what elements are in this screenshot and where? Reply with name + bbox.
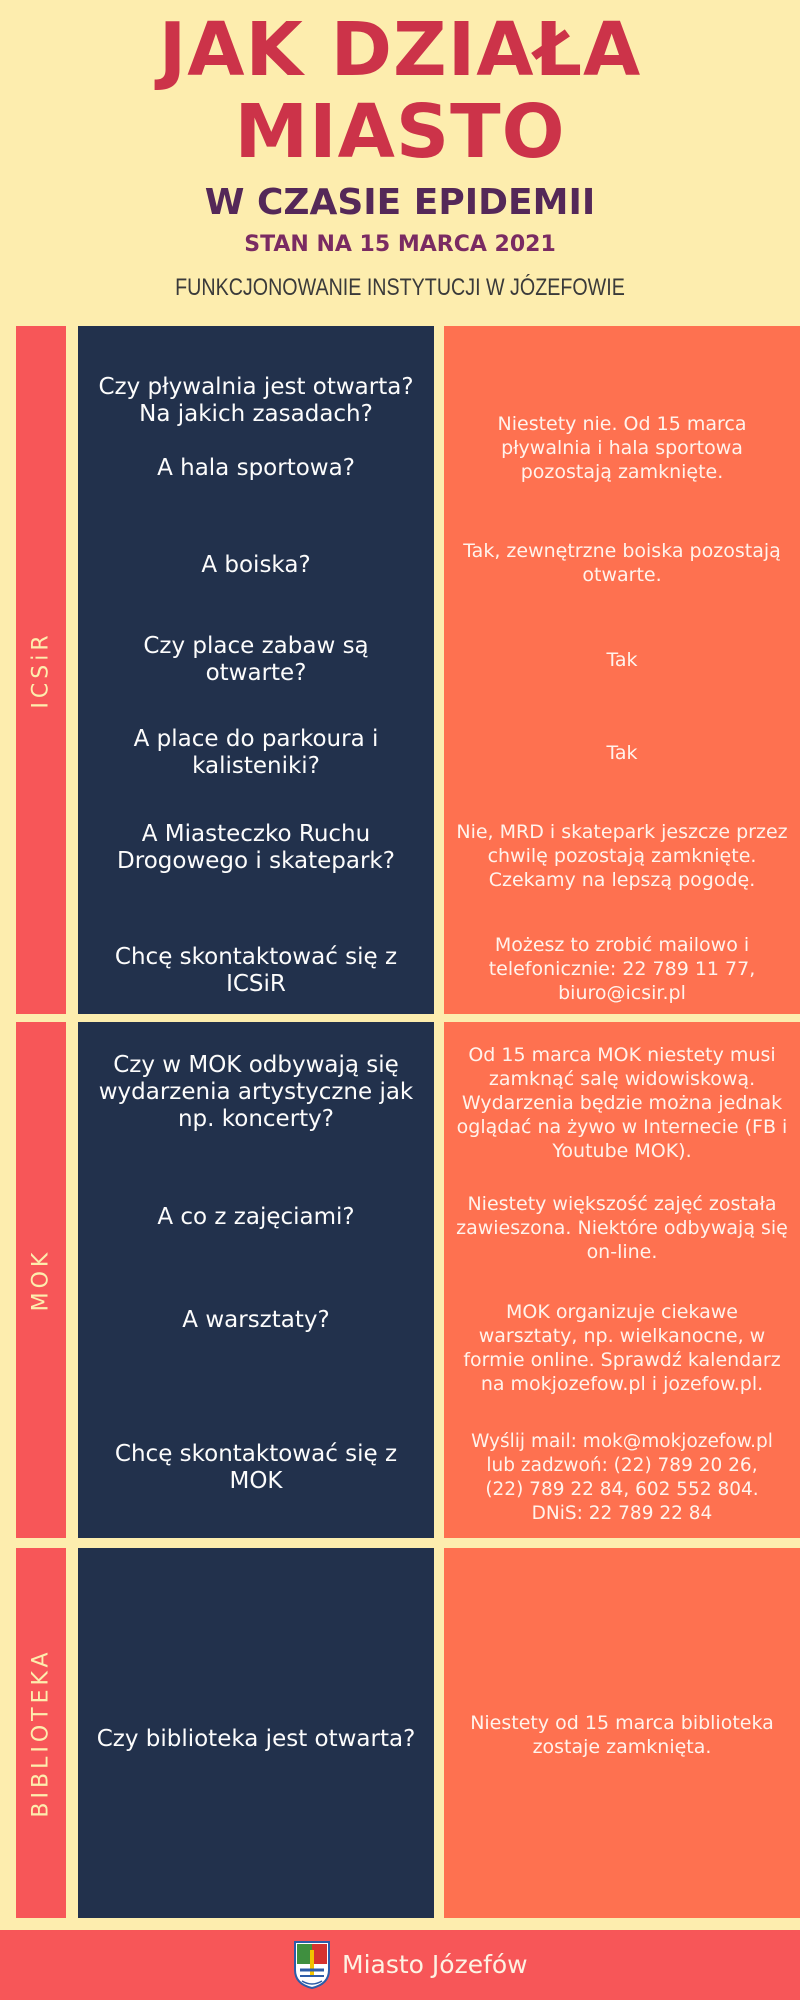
question-workshops: A warsztaty?: [182, 1307, 330, 1333]
page-subtitle: W CZASIE EPIDEMII: [204, 182, 596, 223]
answer-classes: Niestety większość zajęć została zawieszona. Niektóre odbywają się on-line.: [456, 1192, 788, 1263]
footer-city-name: Miasto Józefów: [342, 1950, 528, 1979]
answer-skatepark: Nie, MRD i skatepark jeszcze przez chwilę pozostają zamknięte. Czekamy na lepszą pogodę.: [456, 821, 788, 891]
city-coat-of-arms-icon: [292, 1940, 332, 1990]
answer-playgrounds: Tak: [606, 649, 638, 671]
section-label-mok: [16, 1022, 66, 1538]
answer-pool: Niestety nie. Od 15 marca pływalnia i hala sportowa pozostają zamknięte.: [497, 412, 747, 483]
answer-library: Niestety od 15 marca biblioteka zostaje zamknięta.: [470, 1712, 774, 1758]
answer-workshops: MOK organizuje ciekawe warsztaty, np. wielkanocne, w formie online. Sprawdź kalendarz na mokjozefow.pl i jozefow.pl.: [463, 1300, 781, 1395]
page-title-line-2: MIASTO: [234, 89, 566, 175]
status-date: STAN NA 15 MARCA 2021: [244, 232, 556, 257]
answer-contact-icsir: Możesz to zrobić mailowo i telefonicznie: 22 789 11 77, biuro@icsir.pl: [488, 934, 756, 1004]
question-skatepark: A Miasteczko Ruchu Drogowego i skatepark?: [117, 821, 395, 874]
header: [0, 0, 800, 320]
section-label-text: MOK: [28, 1248, 54, 1312]
question-classes: A co z zajęciami?: [157, 1204, 355, 1230]
question-contact-icsir: Chcę skontaktować się z ICSiR: [114, 944, 398, 997]
institutions-heading: FUNKCJONOWANIE INSTYTUCJI W JÓZEFOWIE: [175, 274, 625, 301]
section-label-biblioteka: [16, 1548, 66, 1918]
answer-concerts: Od 15 marca MOK niestety musi zamknąć salę widowiskową. Wydarzenia będzie można jednak oglądać na żywo w Internecie (FB i Youtube MOK).: [456, 1043, 788, 1162]
question-parkour: A place do parkoura i kalisteniki?: [133, 726, 379, 779]
footer: [0, 1930, 800, 2000]
question-contact-mok: Chcę skontaktować się z MOK: [114, 1441, 398, 1494]
question-playgrounds: Czy place zabaw są otwarte?: [143, 633, 369, 686]
answer-fields: Tak, zewnętrzne boiska pozostają otwarte.: [463, 539, 781, 586]
section-label-icsir: [16, 326, 66, 1014]
question-fields: A boiska?: [201, 551, 311, 578]
answer-parkour: Tak: [606, 742, 638, 764]
answer-contact-mok: Wyślij mail: mok@mokjozefow.pl lub zadzwoń: (22) 789 20 26, (22) 789 22 84, 602 552 804. DNiS: 22 789 22 84: [471, 1431, 773, 1524]
question-pool: Czy pływalnia jest otwarta? Na jakich zasadach? A hala sportowa?: [98, 373, 414, 481]
question-concerts: Czy w MOK odbywają się wydarzenia artystyczne jak np. koncerty?: [98, 1051, 414, 1132]
section-label-text: BIBLIOTEKA: [28, 1648, 54, 1818]
section-label-text: ICSiR: [28, 631, 54, 709]
page-title-line-1: JAK DZIAŁA: [158, 7, 642, 93]
question-library: Czy biblioteka jest otwarta?: [96, 1725, 416, 1752]
